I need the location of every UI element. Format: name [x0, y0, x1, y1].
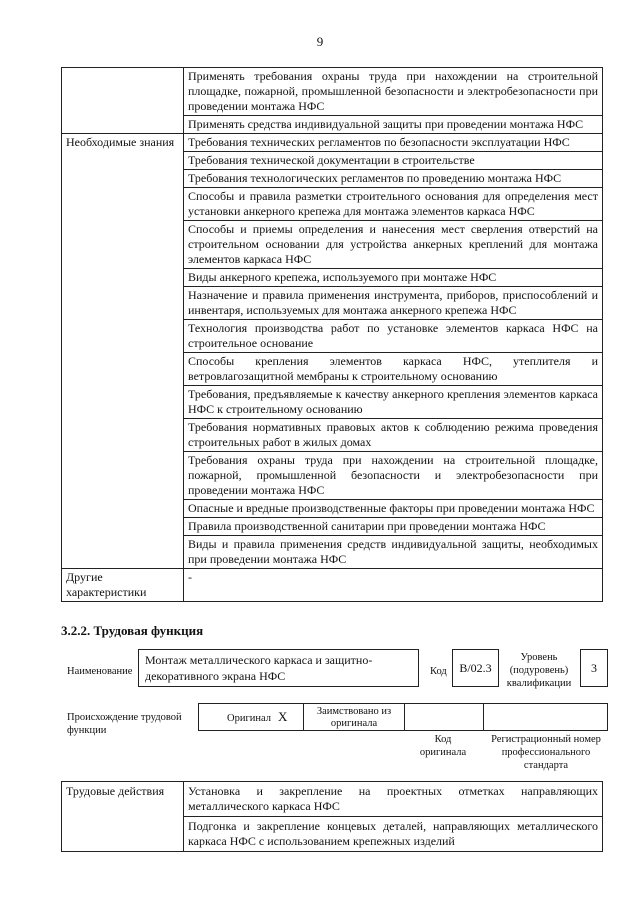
table-cell: -	[184, 569, 603, 602]
table-cell: Виды и правила применения средств индивидуальной защиты, необходимых при проведении монтажа НФС	[184, 536, 603, 569]
name-label: Наименование	[67, 666, 133, 677]
original-box	[198, 703, 304, 731]
table-cell: Применять средства индивидуальной защиты при проведении монтажа НФС	[184, 116, 603, 134]
row-heading: Другие характеристики	[62, 569, 184, 602]
row-heading: Необходимые знания	[62, 134, 184, 569]
labor-actions-table	[61, 781, 603, 852]
level-label: Уровень (подуровень) квалификации	[506, 652, 572, 689]
origin-label: Происхождение трудовой функции	[67, 712, 182, 736]
table-row	[62, 134, 603, 152]
table-cell: Подгонка и закрепление концевых деталей, направляющих металлического каркаса НФС с использованием крепежных изделий	[184, 817, 603, 852]
table-cell: Применять требования охраны труда при нахождении на строительной площадке, пожарной, промышленной безопасности и электробезопасности при проведении монтажа НФС	[184, 68, 603, 116]
original-label: Оригинал	[227, 713, 271, 724]
table-cell: Опасные и вредные производственные факторы при проведении монтажа НФС	[184, 500, 603, 518]
table-row	[62, 569, 603, 602]
code-label: Код	[430, 666, 447, 677]
table-cell: Требования охраны труда при нахождении на строительной площадке, пожарной, промышленной безопасности и электробезопасности при проведении монтажа НФС	[184, 452, 603, 500]
table-row	[62, 68, 603, 116]
table-cell: Способы и правила разметки строительного основания для определения мест установки анкерного крепежа для монтажа элементов каркаса НФС	[184, 188, 603, 221]
code-original-box	[404, 703, 484, 731]
table-cell: Способы и приемы определения и нанесения мест сверления отверстий на строительном основании для устройства анкерных креплений для монтажа элементов каркаса НФС	[184, 221, 603, 269]
skills-knowledge-table	[61, 67, 603, 602]
table-cell: Назначение и правила применения инструмента, приборов, приспособлений и инвентаря, используемых для монтажа анкерного крепежа НФС	[184, 287, 603, 320]
table-cell: Способы крепления элементов каркаса НФС, утеплителя и ветровлагозащитной мембраны к строительному основанию	[184, 353, 603, 386]
table-cell: Правила производственной санитарии при проведении монтажа НФС	[184, 518, 603, 536]
level-value-box: 3	[580, 649, 608, 687]
section-title: 3.2.2. Трудовая функция	[61, 623, 204, 638]
row-heading	[62, 68, 184, 134]
table-cell: Требования технической документации в строительстве	[184, 152, 603, 170]
code-value-box: В/02.3	[452, 649, 499, 687]
table-cell: Технология производства работ по установке элементов каркаса НФС на строительное основание	[184, 320, 603, 353]
table-cell: Установка и закрепление на проектных отметках направляющих металлического каркаса НФС	[184, 782, 603, 817]
row-heading: Трудовые действия	[62, 782, 184, 852]
page-number: 9	[316, 34, 324, 49]
reg-number-box	[483, 703, 608, 731]
borrowed-box: Заимствовано из оригинала	[303, 703, 405, 731]
code-original-label: Код оригинала	[419, 734, 467, 758]
table-cell: Требования нормативных правовых актов к соблюдению режима проведения строительных работ в жилых домах	[184, 419, 603, 452]
table-cell: Виды анкерного крепежа, используемого при монтаже НФС	[184, 269, 603, 287]
table-cell: Требования технологических регламентов по проведению монтажа НФС	[184, 170, 603, 188]
table-cell: Требования технических регламентов по безопасности эксплуатации НФС	[184, 134, 603, 152]
reg-number-label: Регистрационный номер профессионального стандарта	[491, 734, 601, 771]
table-cell: Требования, предъявляемые к качеству анкерного крепления элементов каркаса НФС к строительному основанию	[184, 386, 603, 419]
table-row	[62, 782, 603, 817]
original-mark: X	[278, 709, 288, 724]
name-value-box: Монтаж металлического каркаса и защитно-декоративного экрана НФС	[138, 649, 419, 687]
